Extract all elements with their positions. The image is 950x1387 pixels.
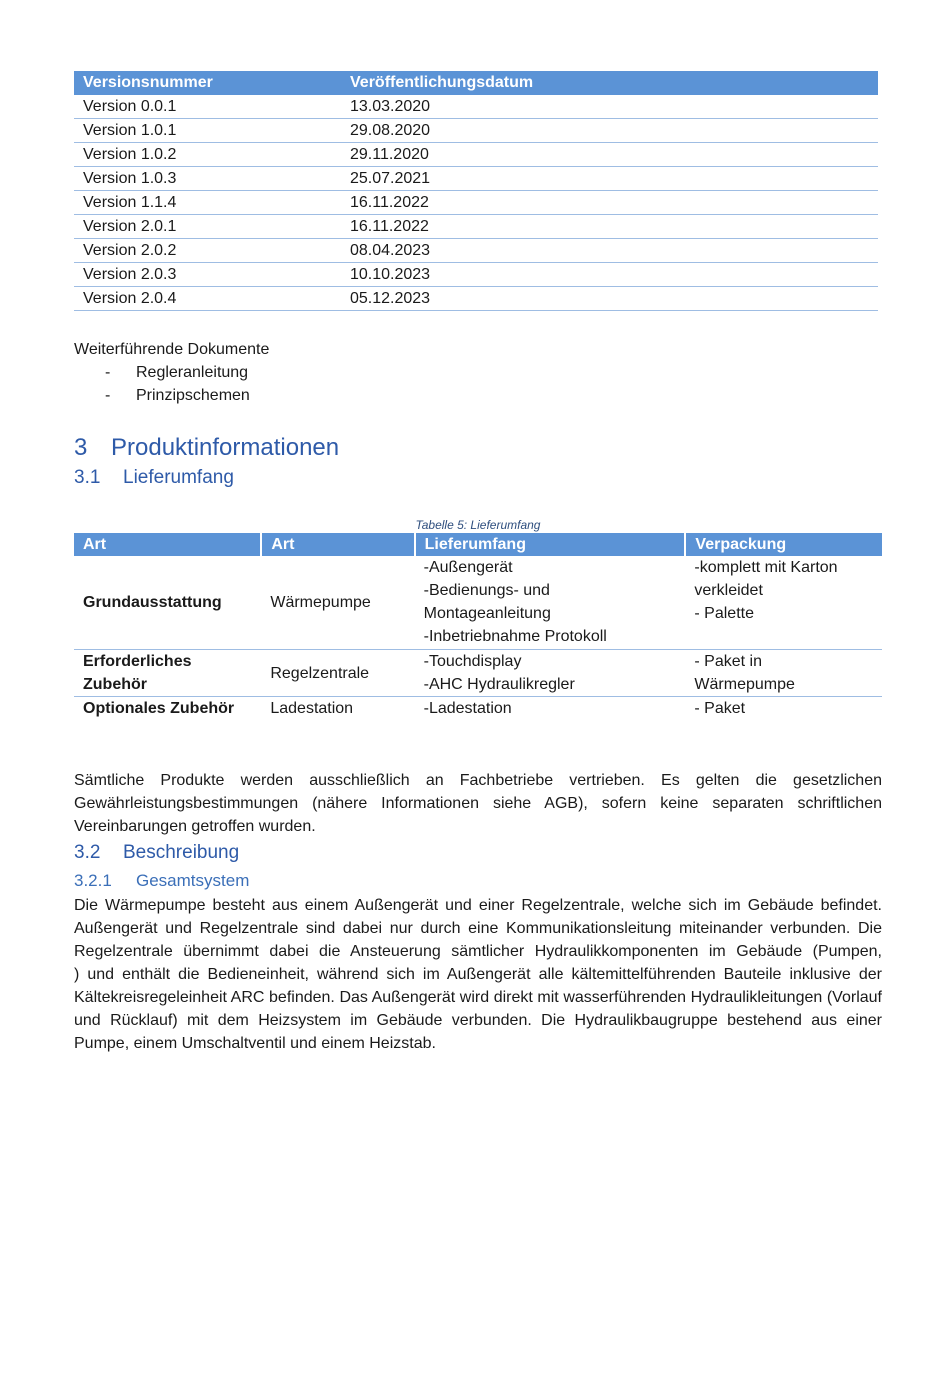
version-cell: Version 2.0.1 [74, 215, 341, 239]
table-row [74, 143, 878, 167]
delivery-table-header [74, 533, 882, 556]
version-cell: Version 2.0.4 [74, 287, 341, 311]
section-title: Gesamtsystem [136, 871, 250, 890]
date-cell: 13.03.2020 [341, 95, 878, 119]
table-row [74, 287, 878, 311]
header-category: Art [74, 533, 261, 556]
packaging-cell [685, 650, 882, 697]
date-cell: 25.07.2021 [341, 167, 878, 191]
paragraph-system-description: Die Wärmepumpe besteht aus einem Außengerät und einer Regelzentrale, welche sich im Gebäude befindet. Außengerät und Regelzentrale sind dabei nur durch eine Kommunikationsleitung miteinander verbunden. Die Regelzentrale übernimmt dabei die Ansteuerung sämtlicher Hydraulikkomponenten im Gebäude (Pumpen, ) und enthält die Bedieneinheit, während sich im Außengerät alle kältemittelführenden Bauteile inklusive der Kältekreisregeleinheit ARC befinden. Das Außengerät wird direkt mit wasserführenden Hydraulikleitungen (Vorlauf und Rücklauf) mit dem Heizsystem im Gebäude verbunden. Die Hydraulikbaugruppe bestehend aus einer Pumpe, einem Umschaltventil und einem Heizstab. [74, 897, 949, 1052]
scope-cell [415, 650, 686, 697]
table-row [74, 167, 878, 191]
category-line: Zubehör [83, 676, 147, 693]
table-caption: Tabelle 5: Lieferumfang [415, 518, 541, 532]
scope-line: -Außengerät [423, 559, 513, 576]
packaging-line: - Palette [694, 605, 754, 622]
section-title: Beschreibung [123, 842, 240, 863]
section-title: Produktinformationen [111, 434, 340, 461]
further-documents-list [74, 361, 882, 407]
list-item-text: Prinzipschemen [136, 387, 250, 404]
version-cell: Version 2.0.3 [74, 263, 341, 287]
table-row [74, 556, 882, 650]
type-cell: Ladestation [270, 700, 354, 717]
date-cell: 08.04.2023 [341, 239, 878, 263]
header-scope: Lieferumfang [415, 533, 686, 556]
date-cell: 16.11.2022 [341, 215, 878, 239]
scope-line: -Inbetriebnahme Protokoll [423, 628, 607, 645]
header-version-number: Versionsnummer [74, 71, 341, 95]
category-cell: Optionales Zubehör [83, 700, 235, 717]
version-cell: Version 1.0.2 [74, 143, 341, 167]
header-packaging: Verpackung [685, 533, 882, 556]
table-row [74, 119, 878, 143]
version-cell: Version 1.0.3 [74, 167, 341, 191]
section-heading-3-2-1 [74, 870, 882, 892]
section-heading-3-1 [74, 465, 882, 491]
version-cell: Version 1.1.4 [74, 191, 341, 215]
type-cell: Regelzentrale [261, 650, 414, 697]
list-item [74, 384, 882, 407]
header-release-date: Veröffentlichungsdatum [341, 71, 878, 95]
versions-table-header [74, 71, 878, 95]
list-item [74, 361, 882, 384]
table-row [74, 239, 878, 263]
scope-cell [415, 556, 686, 650]
further-documents-title: Weiterführende Dokumente [74, 341, 270, 358]
versions-table [74, 71, 878, 311]
table-row [74, 95, 878, 119]
version-cell: Version 2.0.2 [74, 239, 341, 263]
category-line: Erforderliches [83, 653, 192, 670]
table-row [74, 191, 878, 215]
date-cell: 05.12.2023 [341, 287, 878, 311]
list-item-text: Regleranleitung [136, 364, 249, 381]
date-cell: 29.08.2020 [341, 119, 878, 143]
section-heading-3-2 [74, 840, 882, 866]
dash-bullet: - [105, 387, 111, 404]
document-page [74, 71, 949, 1055]
date-cell: 29.11.2020 [341, 143, 878, 167]
packaging-line: Wärmepumpe [694, 676, 795, 693]
scope-line: -Bedienungs- und [423, 582, 550, 599]
table-row [74, 697, 882, 721]
scope-line: Montageanleitung [423, 605, 551, 622]
version-cell: Version 1.0.1 [74, 119, 341, 143]
packaging-line: - Paket in [694, 653, 762, 670]
category-cell: Grundausstattung [74, 556, 261, 650]
category-cell [74, 650, 261, 697]
type-cell: Wärmepumpe [261, 556, 414, 650]
table-row [74, 650, 882, 697]
paragraph-distribution: Sämtliche Produkte werden ausschließlich an Fachbetriebe vertrieben. Es gelten die gesetzlichen Gewährleistungsbestimmungen (nähere Informationen siehe AGB), sofern keine separaten schriftlichen Vereinbarungen getroffen wurden. [74, 772, 882, 835]
section-number: 3.1 [74, 467, 101, 488]
date-cell: 16.11.2022 [341, 191, 878, 215]
packaging-line: -komplett mit Karton [694, 559, 838, 576]
section-heading-3 [74, 433, 882, 463]
scope-line: -AHC Hydraulikregler [423, 676, 575, 693]
date-cell: 10.10.2023 [341, 263, 878, 287]
section-title: Lieferumfang [123, 467, 234, 488]
version-cell: Version 0.0.1 [74, 95, 341, 119]
packaging-line: verkleidet [694, 582, 763, 599]
section-number: 3.2 [74, 842, 101, 863]
table-row [74, 215, 878, 239]
section-number: 3 [74, 434, 88, 461]
packaging-cell: - Paket [694, 700, 746, 717]
scope-line: -Touchdisplay [423, 653, 522, 670]
scope-cell: -Ladestation [423, 700, 512, 717]
section-number: 3.2.1 [74, 871, 112, 890]
table-row [74, 263, 878, 287]
dash-bullet: - [105, 364, 111, 381]
header-type: Art [261, 533, 414, 556]
further-documents [74, 338, 882, 407]
packaging-cell [685, 556, 882, 650]
delivery-table [74, 533, 882, 720]
